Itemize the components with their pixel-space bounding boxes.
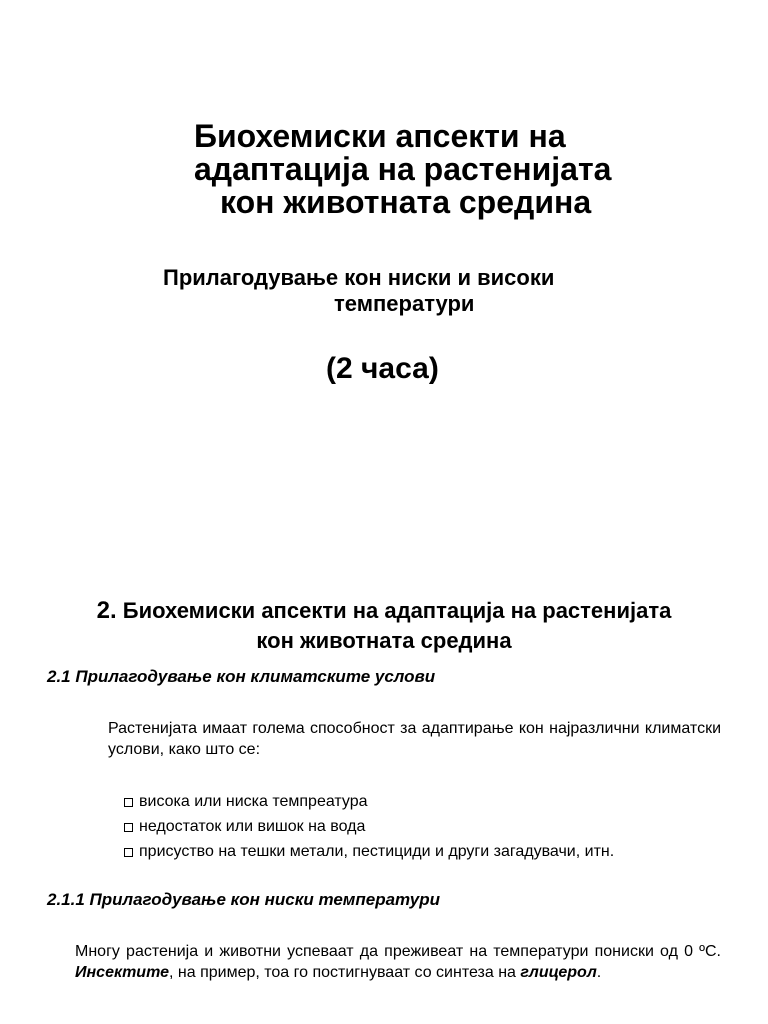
climate-conditions-list: [124, 789, 614, 864]
para-text-2: , на пример, тоа го постигнуваат со синтеза на: [169, 964, 521, 981]
slide-title-line-3: кон животната средина: [220, 184, 592, 220]
checkbox-square-icon: [124, 848, 133, 857]
list-item-text: висока или ниска темпреатура: [139, 793, 368, 810]
list-item: [124, 839, 614, 864]
list-item: [124, 814, 614, 839]
list-item-text: присуство на тешки метали, пестициди и други загадувачи, итн.: [139, 843, 615, 860]
slide-subtitle-line-2: температури: [334, 291, 475, 316]
para-emphasis-insects: Инсектите: [75, 964, 169, 981]
para-text-1: Многу растенија и животни успеваат да преживеат на температури пониски од 0 ºC.: [75, 943, 721, 960]
section-heading-line-1: [30, 596, 738, 626]
list-item-text: недостаток или вишок на вода: [139, 818, 366, 835]
checkbox-square-icon: [124, 798, 133, 807]
subsection-2-1-paragraph: Растенијата имаат голема способност за адаптирање кон најразлични климатски услови, како што се:: [108, 720, 721, 758]
list-item: [124, 789, 614, 814]
checkbox-square-icon: [124, 823, 133, 832]
subsection-2-1-1-heading: 2.1.1 Прилагодување кон ниски температури: [47, 890, 440, 909]
section-heading-line-2: кон животната средина: [256, 628, 512, 653]
slide-subtitle-line-1: Прилагодување кон ниски и високи: [163, 265, 555, 290]
section-heading-text-1: Биохемиски апсекти на адаптација на растенијата: [122, 598, 672, 623]
subsection-2-1-1-paragraph: [75, 941, 721, 983]
para-emphasis-glycerol: глицерол: [520, 964, 597, 981]
section-number: 2.: [96, 597, 117, 624]
slide-hours: (2 часа): [326, 352, 439, 385]
section-heading: [30, 596, 738, 656]
slide-title-line-2: адаптација на растенијата: [194, 151, 612, 187]
subsection-2-1-heading: 2.1 Прилагодување кон климатските услови: [47, 667, 436, 686]
slide-title-line-1: Биохемиски апсекти на: [194, 118, 566, 154]
para-text-3: .: [596, 964, 602, 981]
